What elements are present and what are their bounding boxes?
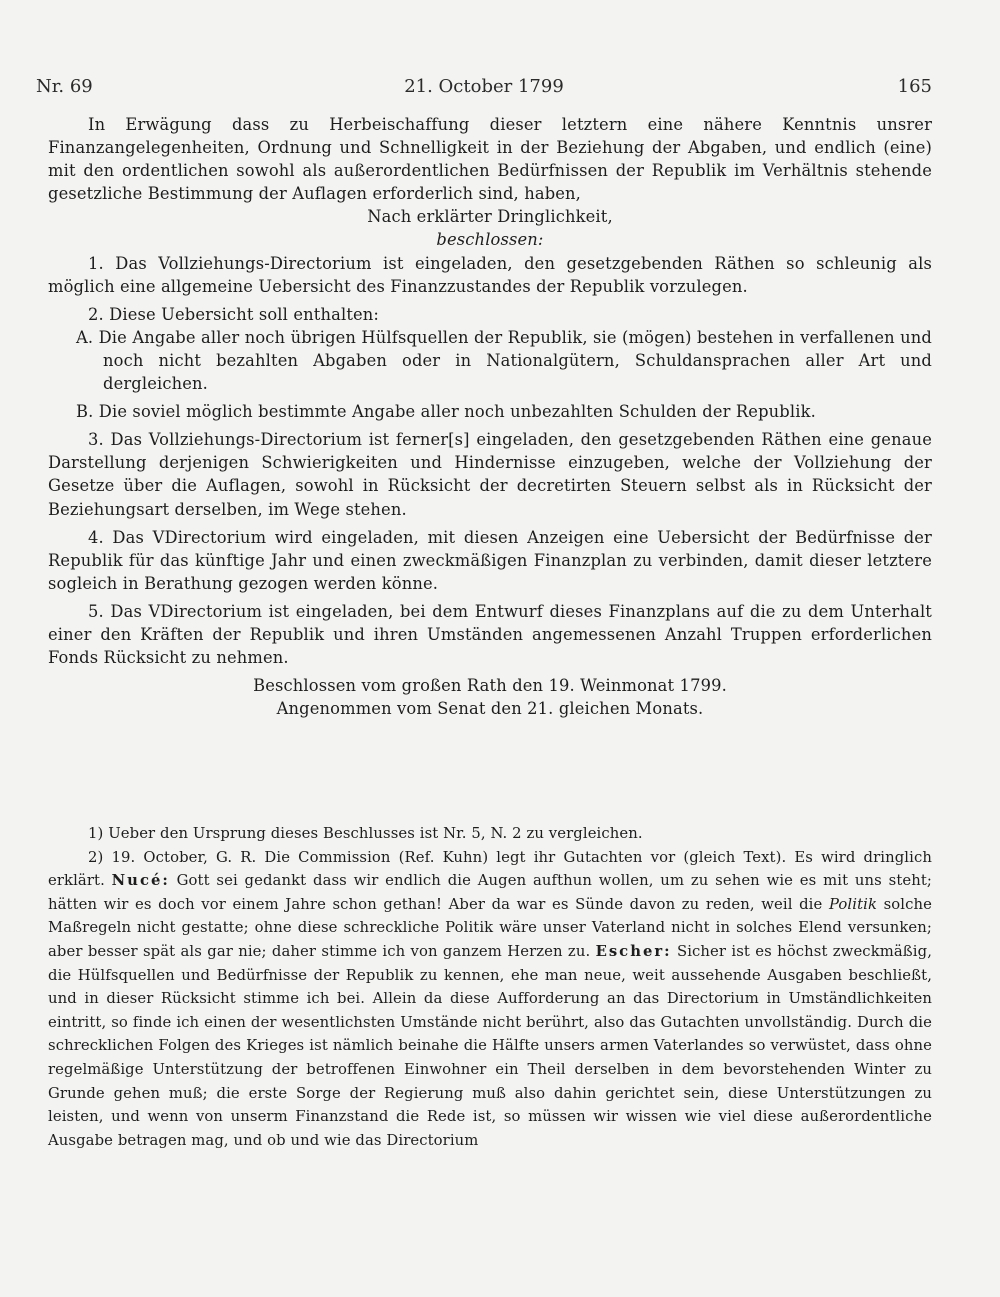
article-5: 5. Das VDirectorium ist eingeladen, bei dem Entwurf dieses Finanzplans auf die zu dem Unterhalt einer den Kräften der Republik und ihren Umständen angemessenen Anzahl Truppen erforderlichen Fonds Rücksicht zu nehmen.: [48, 601, 932, 668]
footnote-2-nuce-text-cont: solche Maßregeln nicht gestatte; ohne diese schreckliche Politik wäre unser Vaterland nicht in solches Elend versunken; aber besser spät als gar nie; daher stimme ich von ganzem Herzen zu.: [48, 895, 932, 960]
closing-senate: Angenommen vom Senat den 21. gleichen Monats.: [276, 699, 704, 719]
footnote-2-escher-text: Sicher ist es höchst zweckmäßig, die Hülfsquellen und Bedürfnisse der Republik zu kennen, ehe man neue, weit aussehende Ausgaben beschließt, und in dieser Rücksicht stimme ich bei. Allein da diese Aufforderung an das Directorium in Umständlichkeiten eintritt, so finde ich einen der wesentlichsten Umstände nicht berührt, also das Gutachten unvollständig. Durch die schrecklichen Folgen des Krieges ist nämlich beinahe die Hälfte unsers armen Vaterlandes so verwüstet, dass ohne regelmäßige Unterstützung der betroffenen Einwohner ein Theil derselben in dem bevorstehenden Winter zu Grunde gehen muß; die erste Sorge der Regierung muß also dahin gerichtet sein, diese Unterstützungen zu leisten, und wenn von unserm Finanzstand die Rede ist, so müssen wir wissen wie viel diese außerordentliche Ausgabe betragen mag, und ob und wie das Directorium: [48, 942, 932, 1149]
article-4: 4. Das VDirectorium wird eingeladen, mit diesen Anzeigen eine Uebersicht der Bedürfnisse der Republik für das künftige Jahr und einen zweckmäßigen Finanzplan zu verbinden, damit dieser letztere sogleich in Berathung gezogen werden könne.: [48, 527, 932, 593]
article-3: 3. Das Vollziehungs-Directorium ist ferner[s] eingeladen, den gesetzgebenden Räthen eine genaue Darstellung derjenigen Schwierigkeiten und Hindernisse einzugeben, welche der Vollziehung der Gesetze über die Auflagen, sowohl in Rücksicht der decretirten Steuern selbst als in Rücksicht der Beziehungsart derselben, im Wege stehen.: [48, 430, 932, 519]
article-2: 2. Diese Uebersicht soll enthalten:: [88, 304, 380, 324]
footnote-2-nuce-text: Gott sei gedankt dass wir endlich die Augen aufthun wollen, um zu sehen wie es mit uns steht; hätten wir es doch vor einem Jahre schon gethan! Aber da war es Sünde davon zu reden, weil die: [48, 872, 932, 913]
footnotes: [48, 822, 932, 1152]
article-1: 1. Das Vollziehungs-Directorium ist eingeladen, den gesetzgebenden Räthen so schleunig als möglich eine allgemeine Uebersicht des Finanzzustandes der Republik vorzulegen.: [48, 253, 932, 296]
page-number: 165: [897, 76, 932, 97]
resolution-text: [48, 113, 932, 720]
closing-great-council: Beschlossen vom großen Rath den 19. Weinmonat 1799.: [253, 676, 727, 696]
document-number: Nr. 69: [36, 76, 93, 97]
article-2a: A. Die Angabe aller noch übrigen Hülfsquellen der Republik, sie (mögen) bestehen in verfallenen und noch nicht bezahlten Abgaben oder in Nationalgütern, Schuldansprachen aller Art und dergleichen.: [76, 327, 932, 394]
resolved-line: beschlossen:: [436, 230, 544, 250]
politik-word: Politik: [828, 895, 878, 913]
preamble: In Erwägung dass zu Herbeischaffung dieser letztern eine nähere Kenntnis unsrer Finanzangelegenheiten, Ordnung und Schnelligkeit in der Beziehung der Abgaben, und endlich (eine) mit den ordentlichen sowohl als außerordentlichen Bedürfnissen der Republik im Verhältnis stehende gesetzliche Bestimmung der Auflagen erforderlich sind, haben,: [48, 115, 932, 204]
speaker-escher: Escher:: [595, 942, 672, 960]
footnote-2: [48, 846, 932, 1153]
urgency-line: Nach erklärter Dringlichkeit,: [367, 207, 613, 227]
article-2b: B. Die soviel möglich bestimmte Angabe aller noch unbezahlten Schulden der Republik.: [76, 402, 816, 422]
header-date: 21. October 1799: [404, 76, 564, 97]
speaker-nuce: Nucé:: [111, 872, 170, 890]
footnote-1: 1) Ueber den Ursprung dieses Beschlusses ist Nr. 5, N. 2 zu vergleichen.: [88, 825, 643, 842]
footnote-2-intro: 2) 19. October, G. R. Die Commission (Ref. Kuhn) legt ihr Gutachten vor (gleich Text). Es wird dringlich erklärt.: [48, 848, 932, 890]
